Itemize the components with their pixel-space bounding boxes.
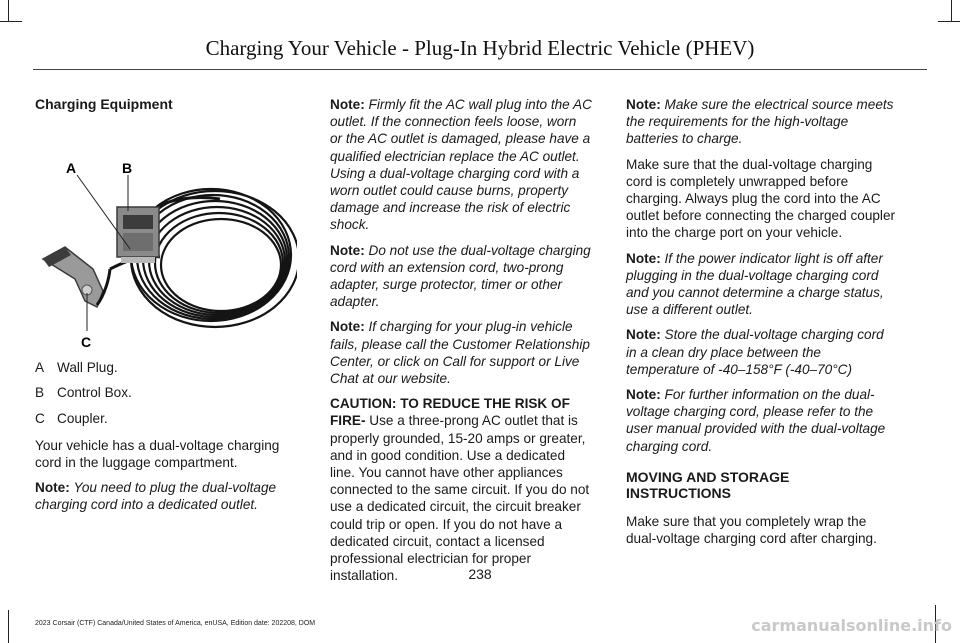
watermark-link[interactable]: carmanualsonline.info [751,616,952,635]
note-text: Do not use the dual-voltage charging cord with an extension cord, two-prong adapter, surge protector, timer or other adapter. [330,242,591,310]
page-header-title: Charging Your Vehicle - Plug-In Hybrid Electric Vehicle (PHEV) [205,36,755,60]
legend-key: A [35,360,45,376]
section-title: Charging Equipment [35,96,173,112]
legend-key: C [35,410,45,426]
crop-mark [8,0,9,22]
figure-legend [35,359,297,427]
note-text: If the power indicator light is off after plugging in the dual-voltage charging cord and you cannot determine a charge status, use a different outlet. [626,250,884,318]
note-text: If charging for your plug-in vehicle fails, please call the Customer Relationship Center, or click on Call for support or Live Chat at our website. [330,319,590,387]
crop-mark [8,610,9,643]
note [35,479,297,513]
note-text: You need to plug the dual-voltage charging cord into a dedicated outlet. [35,480,277,513]
note-label: Note: [626,250,661,266]
figure-label-c: C [81,334,92,351]
note-label: Note: [330,97,365,112]
charging-cord-illustration [35,119,297,351]
legend-text: Wall Plug. [57,360,118,376]
figure-label-a: A [66,160,77,177]
note [330,318,592,387]
column-1 [35,96,297,522]
note [330,242,592,311]
legend-text: Control Box. [57,385,132,401]
header-divider [33,69,927,70]
note-label: Note: [330,319,365,335]
note-label: Note: [330,242,365,258]
column-3 [626,96,896,555]
figure-label-b: B [122,160,133,177]
note [626,96,896,148]
note [626,386,896,455]
column-2 [330,96,592,592]
crop-mark [0,21,22,22]
note-label: Note: [626,327,661,343]
footer-edition-info: 2023 Corsair (CTF) Canada/United States of America, enUSA, Edition date: 202208, DOM [35,620,316,627]
legend-key: B [35,385,45,401]
caution-text: Use a three-prong AC outlet that is properly grounded, 15-20 amps or greater, and in good condition. Use a dedicated line. You cannot have other appliances connected to the same circuit. If you do not use a dedicated circuit, the circuit breaker could trip or open. If you do not have a dedicated circuit, contact a licensed professional electrician for proper installation. [330,413,590,584]
note [626,326,896,378]
section-heading: MOVING AND STORAGE INSTRUCTIONS [626,468,790,501]
legend-text: Coupler. [57,410,108,426]
caution-label: CAUTION: TO REDUCE THE RISK OF FIRE- [330,396,570,429]
note-text: Store the dual-voltage charging cord in a clean dry place between the temperature of -40–158°F (-40–70°C) [626,327,884,377]
body-paragraph: Make sure that you completely wrap the dual-voltage charging cord after charging. [626,513,877,547]
body-paragraph: Your vehicle has a dual-voltage charging cord in the luggage compartment. [35,437,280,471]
body-paragraph: Make sure that the dual-voltage charging cord is completely unwrapped before charging. Always plug the cord into the AC outlet before connecting the charged coupler into the charge port on your vehicle. [626,156,896,241]
note-text: Firmly fit the AC wall plug into the AC outlet. If the connection feels loose, worn or the AC outlet is damaged, please have a qualified electrician replace the AC outlet. Using a dual-voltage charging cord with a worn outlet could cause burns, property damage and increase the risk of electric shock. [330,97,592,233]
page-number: 238 [468,566,492,582]
legend-row [35,359,297,376]
note-label: Note: [35,480,70,496]
note-label: Note: [626,97,661,112]
legend-row [35,384,297,401]
charging-cord-figure [35,119,297,351]
caution [330,395,592,584]
crop-mark [938,21,960,22]
legend-row [35,410,297,427]
note-text: For further information on the dual-voltage charging cord, please refer to the user manual provided with the dual-voltage charging cord. [626,387,886,454]
note [330,96,592,234]
note [626,250,896,319]
note-text: Make sure the electrical source meets the requirements for the high-voltage batteries to charge. [626,97,894,147]
crop-mark [951,0,952,22]
note-label: Note: [626,387,661,403]
